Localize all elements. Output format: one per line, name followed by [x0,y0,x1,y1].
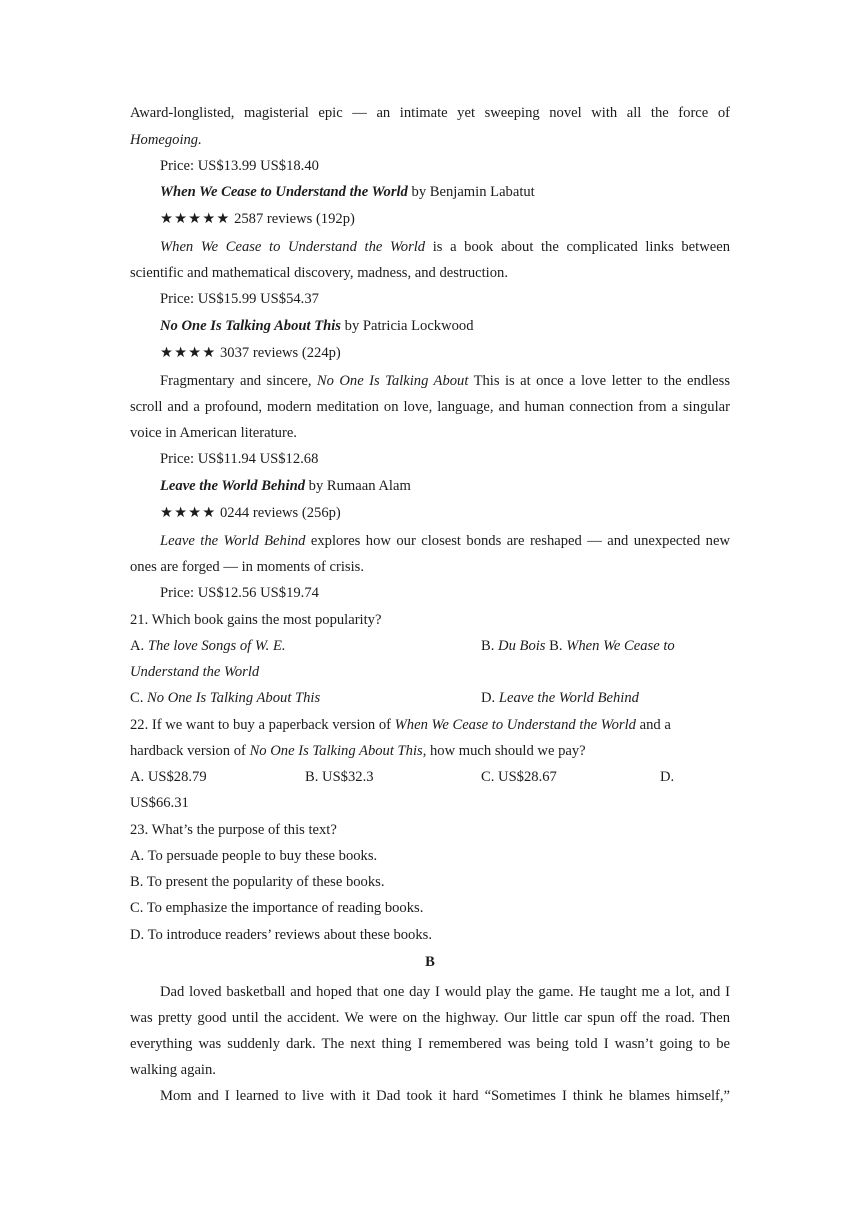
option-d: D. [660,769,675,785]
book-rating: ★★★★ 0244 reviews (256p) [160,505,341,521]
rating-stars: ★★★★ [160,345,217,361]
option-b: B. To present the popularity of these books. [130,874,385,890]
passage-line: Mom and I learned to live with it Dad took it hard “Sometimes I think he blames himself,” [160,1088,730,1104]
passage-line: Dad loved basketball and hoped that one day I would play the game. He taught me a lot, and I [160,984,730,1000]
option-c: C. To emphasize the importance of reading books. [130,900,424,916]
option-c: C. No One Is Talking About This [130,690,321,706]
option-b: B. Du Bois B. When We Cease to [481,638,675,654]
passage-line: everything was suddenly dark. The next thing I remembered was being told I wasn’t going to be [130,1036,730,1052]
book-title: Leave the World Behind [160,478,305,494]
question-stem: 23. What’s the purpose of this text? [130,822,337,838]
book-rating: ★★★★★ 2587 reviews (192p) [160,211,355,227]
book-price: Price: US$13.99 US$18.40 [160,158,319,174]
book-description: scroll and a profound, modern meditation on love, language, and human connection from a singular [130,399,730,415]
book-price: Price: US$11.94 US$12.68 [160,451,319,467]
question-stem: hardback version of No One Is Talking About This, how much should we pay? [130,743,586,759]
passage-line: Homegoing. [130,132,202,148]
book-title: When We Cease to Understand the World [160,184,408,200]
option-a: A. US$28.79 [130,769,207,785]
option-c: C. US$28.67 [481,769,557,785]
passage-line: Award-longlisted, magisterial epic — an intimate yet sweeping novel with all the force of [130,105,730,121]
book-price: Price: US$15.99 US$54.37 [160,291,319,307]
passage-line: was pretty good until the accident. We were on the highway. Our little car spun off the road. Then [130,1010,730,1026]
option-b-continued: Understand the World [130,664,260,680]
book-price: Price: US$12.56 US$19.74 [160,585,319,601]
question-stem: 22. If we want to buy a paperback version of When We Cease to Understand the World and a [130,717,671,733]
book-title-line: When We Cease to Understand the World by Benjamin Labatut [160,184,535,200]
option-d-continued: US$66.31 [130,795,189,811]
option-b: B. US$32.3 [305,769,374,785]
section-heading: B [425,954,435,970]
passage-line: walking again. [130,1062,216,1078]
option-a: A. The love Songs of W. E. [130,638,286,654]
option-a: A. To persuade people to buy these books. [130,848,378,864]
book-description: Leave the World Behind explores how our closest bonds are reshaped — and unexpected new [160,533,730,549]
book-description: scientific and mathematical discovery, madness, and destruction. [130,265,508,281]
rating-stars: ★★★★★ [160,211,231,227]
book-title: No One Is Talking About This [160,318,341,334]
question-stem: 21. Which book gains the most popularity? [130,612,382,628]
book-description: ones are forged — in moments of crisis. [130,559,364,575]
option-d: D. To introduce readers’ reviews about these books. [130,927,432,943]
book-title-line: Leave the World Behind by Rumaan Alam [160,478,411,494]
rating-stars: ★★★★ [160,505,217,521]
option-d: D. Leave the World Behind [481,690,639,706]
book-description: When We Cease to Understand the World is a book about the complicated links between [160,239,730,255]
book-title-line: No One Is Talking About This by Patricia Lockwood [160,318,474,334]
book-description: voice in American literature. [130,425,297,441]
book-description: Fragmentary and sincere, No One Is Talking About This is at once a love letter to the endless [160,373,731,389]
book-rating: ★★★★ 3037 reviews (224p) [160,345,341,361]
